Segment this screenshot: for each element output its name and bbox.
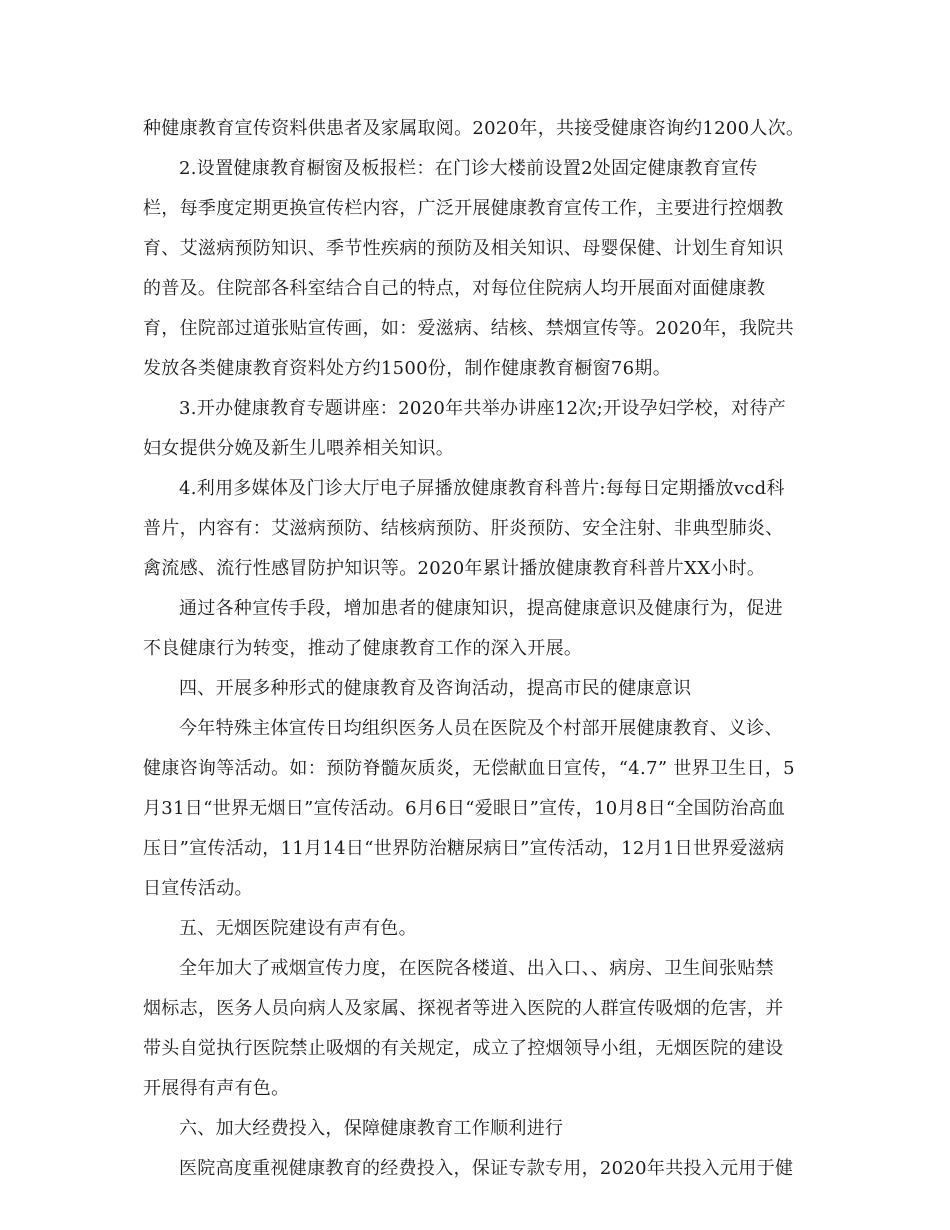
text-line: 种健康教育宣传资料供患者及家属取阅。2020年，共接受健康咨询约1200人次。 [143, 118, 805, 139]
text-line: 不良健康行为转变，推动了健康教育工作的深入开展。 [143, 638, 583, 659]
text-line: 普片，内容有：艾滋病预防、结核病预防、肝炎预防、安全注射、非典型肺炎、 [143, 518, 784, 539]
text-line: 全年加大了戒烟宣传力度，在医院各楼道、出入口、、病房、卫生间张贴禁 [179, 958, 774, 979]
text-line: 3.开办健康教育专题讲座：2020年共举办讲座12次;开设孕妇学校，对待产 [179, 398, 787, 419]
text-line: 月31日“世界无烟日”宣传活动。6月6日“爱眼日”宣传，10月8日“全国防治高血 [143, 798, 786, 819]
text-line: 今年特殊主体宣传日均组织医务人员在医院及个村部开展健康教育、义诊、 [179, 718, 783, 739]
section-heading: 五、无烟医院建设有声有色。 [179, 918, 417, 939]
text-line: 压日”宣传活动，11月14日“世界防治糖尿病日”宣传活动，12月1日世界爱滋病 [143, 838, 785, 859]
text-line: 发放各类健康教育资料处方约1500份，制作健康教育橱窗76期。 [143, 358, 672, 379]
text-line: 育、艾滋病预防知识、季节性疾病的预防及相关知识、母婴保健、计划生育知识 [143, 238, 784, 259]
text-line: 健康咨询等活动。如：预防脊髓灰质炎，无偿献血日宣传，“4.7” 世界卫生日，5 [143, 758, 795, 779]
text-line: 通过各种宣传手段，增加患者的健康知识，提高健康意识及健康行为，促进 [179, 598, 783, 619]
text-line: 医院高度重视健康教育的经费投入，保证专款专用，2020年共投入元用于健 [179, 1158, 794, 1179]
text-line: 栏，每季度定期更换宣传栏内容，广泛开展健康教育宣传工作，主要进行控烟教 [143, 198, 784, 219]
text-line: 2.设置健康教育橱窗及板报栏：在门诊大楼前设置2处固定健康教育宣传 [179, 158, 758, 179]
section-heading: 四、开展多种形式的健康教育及咨询活动，提高市民的健康意识 [179, 678, 692, 699]
text-line: 育，住院部过道张贴宣传画，如：爱滋病、结核、禁烟宣传等。2020年，我院共 [143, 318, 794, 339]
text-line: 禽流感、流行性感冒防护知识等。2020年累计播放健康教育科普片XX小时。 [143, 558, 766, 579]
text-line: 的普及。住院部各科室结合自己的特点，对每位住院病人均开展面对面健康教 [143, 278, 766, 299]
text-line: 开展得有声有色。 [143, 1078, 290, 1099]
text-line: 带头自觉执行医院禁止吸烟的有关规定，成立了控烟领导小组，无烟医院的建设 [143, 1038, 784, 1059]
text-line: 日宣传活动。 [143, 878, 253, 899]
text-line: 4.利用多媒体及门诊大厅电子屏播放健康教育科普片:每每日定期播放vcd科 [179, 478, 785, 499]
text-line: 烟标志，医务人员向病人及家属、探视者等进入医院的人群宣传吸烟的危害，并 [143, 998, 784, 1019]
section-heading: 六、加大经费投入，保障健康教育工作顺利进行 [179, 1118, 564, 1139]
text-line: 妇女提供分娩及新生儿喂养相关知识。 [143, 438, 455, 459]
